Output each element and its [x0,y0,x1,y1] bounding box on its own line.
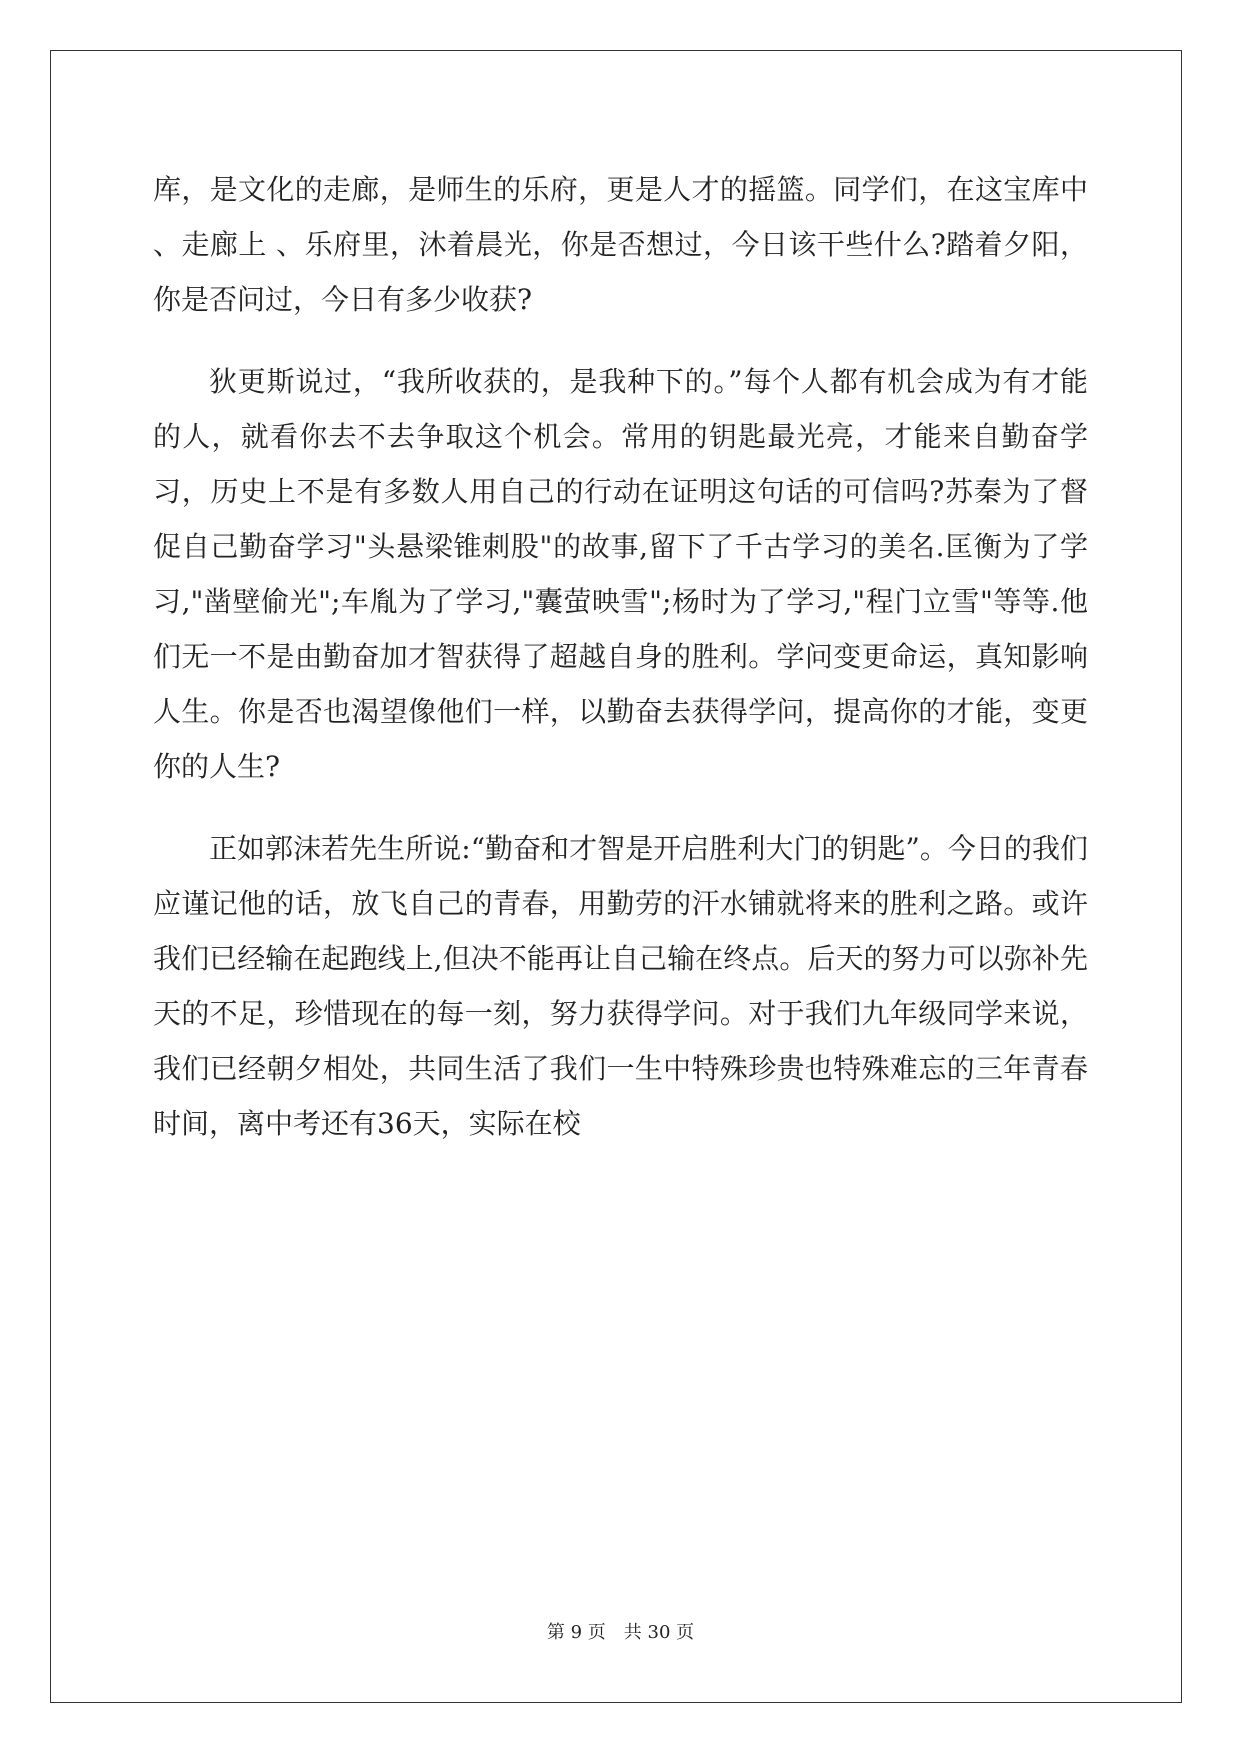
paragraph-2: 狄更斯说过，“我所收获的，是我种下的。”每个人都有机会成为有才能的人，就看你去不去争取这个机会。常用的钥匙最光亮，才能来自勤奋学习，历史上不是有多数人用自己的行动在证明这句话的可信吗?苏秦为了督促自己勤奋学习"头悬梁锥刺股"的故事,留下了千古学习的美名.匡衡为了学习,"凿壁偷光";车胤为了学习,"囊萤映雪";杨时为了学习,"程门立雪"等等.他们无一不是由勤奋加才智获得了超越自身的胜利。学问变更命运，真知影响人生。你是否也渴望像他们一样，以勤奋去获得学问，提高你的才能，变更你的人生? [153,365,1088,783]
body-text [153,162,1088,1178]
page-number: 第 9 页 共 30 页 [546,1622,695,1643]
paragraph-3: 正如郭沫若先生所说:“勤奋和才智是开启胜利大门的钥匙”。今日的我们应谨记他的话，放飞自己的青春，用勤劳的汗水铺就将来的胜利之路。或许我们已经输在起跑线上,但决不能再让自己输在终点。后天的努力可以弥补先天的不足，珍惜现在的每一刻，努力获得学问。对于我们九年级同学来说，我们已经朝夕相处，共同生活了我们一生中特殊珍贵也特殊难忘的三年青春时间，离中考还有36天，实际在校 [153,832,1088,1140]
paragraph-1: 库，是文化的走廊，是师生的乐府，更是人才的摇篮。同学们，在这宝库中 、走廊上 、乐府里，沐着晨光，你是否想过，今日该干些什么?踏着夕阳，你是否问过，今日有多少收获? [153,173,1088,316]
